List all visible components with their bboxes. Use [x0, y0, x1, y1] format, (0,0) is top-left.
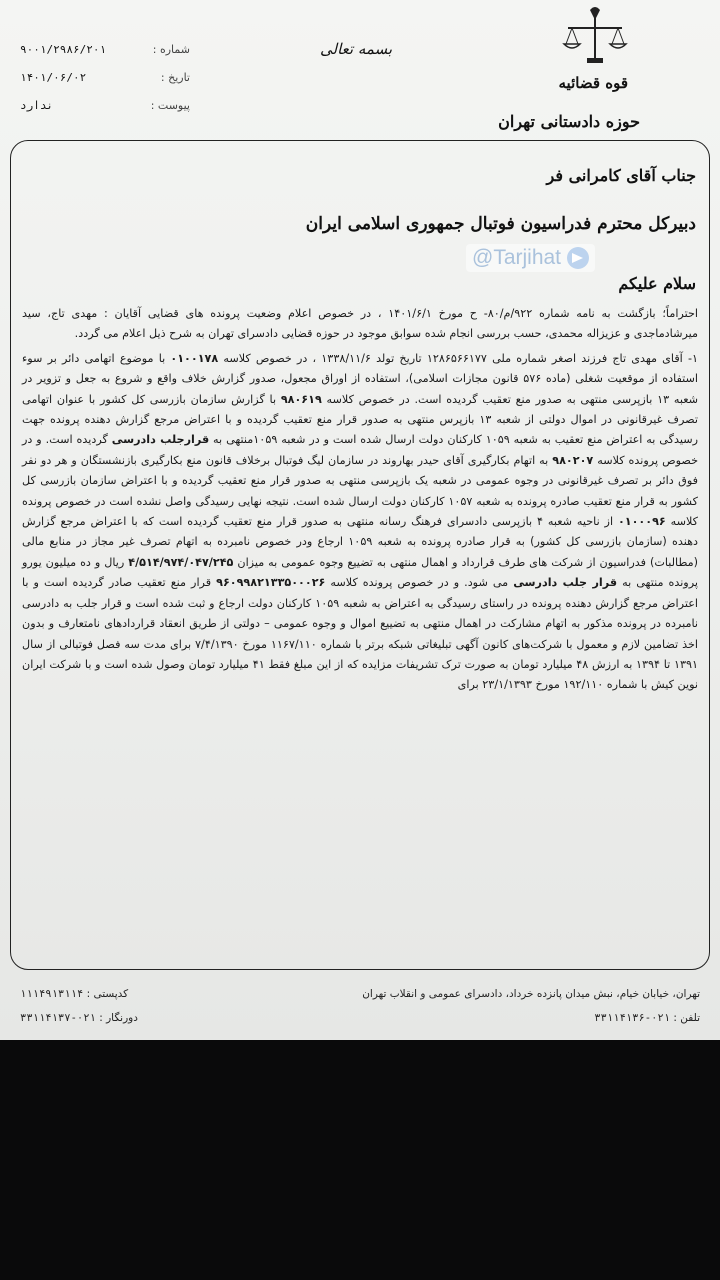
case-number: ۹۸۰۲۰۷: [552, 453, 594, 467]
recipient-name: جناب آقای کامرانی فر: [546, 166, 696, 185]
watermark-text: @Tarjihat: [472, 246, 562, 269]
footer-contact-row: [20, 1006, 700, 1030]
attachment-value: ندارد: [20, 99, 54, 112]
postal-label: کدپستی :: [86, 988, 129, 1000]
phone-value: ۰۲۱-۳۳۱۱۴۱۳۶: [594, 1012, 671, 1024]
number-row: [20, 36, 190, 64]
case-number: ۰۱۰۰۰۹۶: [617, 515, 666, 529]
phone: [594, 1006, 700, 1030]
telegram-icon: [567, 247, 589, 269]
address-text: تهران، خیابان خیام، نبش میدان پانزده خرداد، دادسرای عمومی و انقلاب تهران: [362, 988, 700, 1000]
footer-address-row: [20, 982, 700, 1006]
letter-footer: [20, 982, 700, 1030]
text-segment: قرار منع تعقیب صادر گردیده است و با اعتراض مرجع گزارش دهنده پرونده در راستای رسیدگی به اعتراض به شعبه ۱۰۵۹ کارکنان دولت ارجاع و ثبت شده است و قرار جلب به دادرسی نامبرده در پرونده مذکور به اتهام مشارکت در اهمال منتهی به تضییع اموال و وجوه عمومی – دولتی از طریق انعقاد قراردادهای نامتعارف و بدون اخذ تضامین لازم و معمول با شرکت‌های کانون آگهی تبلیغاتی شبکه برتر با شماره ۱۱۶۷/۱۱۰ مورخ ۷/۴/۱۳۹۰ برای مدت سه فصل فوتبالی از سال ۱۳۹۱ تا ۱۳۹۴ به ارزش ۴۸ میلیارد تومان به صورت ترک تشریفات مزایده که از این مبلغ فقط ۴۱ میلیارد تومان وصول شده است و با شرکت ایران نوین کیش با شماره ۱۹۲/۱۱۰ مورخ ۲۳/۱/۱۳۹۳ برای: [22, 576, 698, 692]
date-row: [20, 64, 190, 92]
text-segment: به اتهام بکارگیری آقای حیدر بهاروند در سازمان لیگ فوتبال برخلاف قانون منع بکارگیری بازنشستگان و هر دو نفر فوق دائر بر تصرف غیرقانونی در وجوه عمومی در شعبه یک بازپرسی منتهی به صدور قرار منع تعقیب گردیده و با اعتراض سازمان بازرسی کل کشور به قرار منع تعقیب صادره پرونده به شعبه ۱۰۵۷ کارکنان دولت ارسال شده است. نتیجه نهایی رسیدگی واصل نشده است در خصوص پرونده کلاسه: [22, 453, 698, 529]
letter-meta: [20, 36, 190, 120]
text-segment: می شود. و در خصوص پرونده کلاسه: [325, 576, 514, 590]
ruling-highlight: قرار جلب دادرسی: [513, 576, 618, 590]
case-paragraph: [22, 349, 698, 696]
channel-watermark: [466, 244, 595, 272]
judiciary-emblem-icon: [560, 6, 630, 68]
case-number: ۹۸۰۶۱۹: [280, 392, 322, 406]
postal-value: ۱۱۱۴۹۱۳۱۱۴: [20, 988, 84, 1000]
date-label: تاریخ :: [160, 71, 190, 84]
fax-value: ۰۲۱-۳۳۱۱۴۱۳۷: [20, 1012, 96, 1024]
number-value: ۹۰۰۱/۲۹۸۶/۲۰۱: [20, 43, 107, 56]
org-subdivision: حوزه دادستانی تهران: [498, 112, 640, 131]
fax-label: دورنگار :: [99, 1012, 138, 1024]
org-name: قوه قضائیه: [558, 74, 628, 92]
case-number: ۹۶۰۹۹۸۲۱۳۳۵۰۰۰۲۶: [216, 576, 326, 590]
photo-background: [0, 1040, 720, 1280]
attachment-row: [20, 92, 190, 120]
greeting: سلام علیکم: [618, 274, 696, 293]
phone-label: تلفن :: [673, 1012, 700, 1024]
postal-code: [20, 982, 128, 1006]
fax: [20, 1006, 138, 1030]
number-label: شماره :: [152, 43, 190, 56]
ruling-highlight: قرارجلب دادرسی: [111, 433, 210, 447]
text-segment: با گزارش سازمان بازرسی کل کشور با عنوان اتهامی تصرف غیرقانونی در اموال دولتی از شعبه ۱۳ بازپرس منتهی به صدور قرار منع تعقیب گردیده و با اعتراض مرجع گزارش دهنده پرونده جهت رسیدگی به اعتراض منع تعقیب به شعبه ۱۰۵۹ کارکنان دولت ارسال شده است و در شعبه ۱۰۵۹منتهی به: [22, 392, 698, 447]
recipient-title: دبیرکل محترم فدراسیون فوتبال جمهوری اسلامی ایران: [305, 214, 696, 234]
intro-paragraph: احتراماً؛ بازگشت به نامه شماره ۹۲۲/م/۸۰- ح مورخ ۱۴۰۱/۶/۱ ، در خصوص اعلام وضعیت پرونده های قضایی آقایان : مهدی تاج، سید میرشادماجدی و عزیزاله محمدی، حسب بررسی انجام شده سوابق موجود در حوزه قضایی دادسرای تهران به شرح ذیل اعلام می گردد.: [22, 307, 698, 341]
text-segment: ۱- آقای مهدی تاج فرزند اصغر شماره ملی ۱۲۸۶۵۶۶۱۷۷ تاریخ تولد ۱۳۳۸/۱۱/۶ ، در خصوص کلاسه: [218, 351, 699, 365]
attachment-label: پیوست :: [150, 99, 190, 112]
date-value: ۱۴۰۱/۰۶/۰۲: [20, 71, 87, 84]
text-segment: گردیده است. و در خصوص پرونده کلاسه: [22, 433, 698, 467]
text-segment: ریال و ده میلیون یورو پرونده منتهی به: [22, 555, 698, 590]
text-segment: با موضوع اتهامی دائر بر سوء استفاده از موقعیت شغلی (ماده ۵۷۶ قانون مجازات اسلامی)، استفاده از اوراق مجعول، صدور گزارش خلاف واقع و شروع به جعل و تزویر در شعبه ۱۳ بازپرسی منتهی به صدور منع تعقیب گردیده است. در خصوص کلاسه: [22, 351, 699, 406]
letter-body: [22, 304, 698, 698]
text-segment: از ناحیه شعبه ۴ بازپرسی دادسرای فرهنگ رسانه منتهی به صدور قرار منع تعقیب گردیده است که با اعتراض مرجع گزارش دهنده (سازمان بازرسی کل کشور) به قرار صادره پرونده به شعبه ۱۰۵۹ ارجاع ودر خصوص نامبرده به اتهام تصرف غیر مجاز در منابع مالی (مطالبات) فدراسیون از شرکت های طرف قرارداد و اهمال منتهی به تضییع وجوه عمومی به میزان: [22, 515, 698, 569]
case-number: ۰۱۰۰۱۷۸: [170, 351, 219, 365]
amount-value: ۴/۵۱۴/۹۷۴/۰۴۷/۲۴۵: [128, 555, 234, 569]
basmala: بسمه تعالی: [320, 40, 393, 58]
